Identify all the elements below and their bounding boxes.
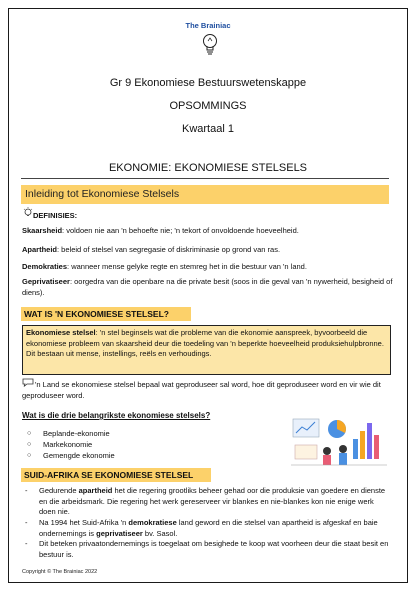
term-label: Kwartaal 1	[182, 123, 234, 135]
divider	[21, 178, 389, 179]
systems-question: Wat is die drie belangrikste ekonomiese stelsels?	[22, 411, 211, 420]
what-is-heading: WAT IS 'N EKONOMIESE STELSEL?	[21, 307, 191, 321]
definition-box: Ekonomiese stelsel: 'n stel beginsels wat die probleme van die ekonomie aanspreek, byvoorbeeld die ekonomiese probleem van skaarsheid deur die toedeling van 'n beperkte hoeveelheid produksiehulpbronne. Dit bestaan uit mense, instellings, reëls en verhoudings.	[22, 325, 391, 375]
south-africa-heading: SUID-AFRIKA SE EKONOMIESE STELSEL	[21, 468, 211, 482]
document-type: OPSOMMINGS	[169, 100, 247, 112]
definition-skaarsheid: Skaarsheid: voldoen nie aan 'n behoefte nie; 'n tekort of onvoldoende hoeveelheid.	[22, 226, 299, 235]
definition-geprivatiseer: Geprivatiseer: oorgedra van die openbare na die private besit (soos in die geval van 'n nywerheid, besigheid of diens).	[22, 277, 393, 297]
definition-demokraties: Demokraties: wanneer mense gelyke regte en stemreg het in die bestuur van 'n land.	[22, 262, 307, 271]
subject-title: Gr 9 Ekonomiese Bestuurswetenskappe	[109, 77, 307, 89]
definitions-label: DEFINISIES:	[33, 211, 78, 220]
intro-heading: Inleiding tot Ekonomiese Stelsels	[25, 188, 180, 200]
copyright: Copyright © The Brainiac 2022	[22, 569, 98, 575]
economic-system-note: 'n Land se ekonomiese stelsel bepaal wat geproduseer sal word, hoe dit geproduseer word en vir wie dit geproduseer word.	[22, 380, 381, 400]
topic-title: EKONOMIE: EKONOMIESE STELSELS	[108, 162, 308, 174]
business-charts-illustration	[291, 413, 387, 467]
lightbulb-icon	[202, 33, 218, 57]
document-page: The Brainiac Gr 9 Ekonomiese Bestuurswetenskappe OPSOMMINGS Kwartaal 1 EKONOMIE: EKONOMIESE STELSELS Inleiding tot Ekonomiese Stelsels DEFINISIES: Skaarsheid: voldoen nie aan 'n behoefte nie; 'n tekort of onvoldoende hoeveelheid. Apartheid: beleid of stelsel van segregasie of diskriminasie op grond van ras. Demokraties: wanneer mense gelyke regte en stemreg het in die bestuur van 'n land. Geprivatiseer: oorgedra van die openbare na die private besit (soos in die geval van 'n nywerheid, besigheid of diens). WAT IS 'N EKONOMIESE STELSEL? Ekonomiese stelsel: 'n stel beginsels wat die probleme van die ekonomie aanspreek, byvoorbeeld die ekonomiese probleem van skaarsheid deur die toedeling van 'n beperkte hoeveelheid produksiehulpbronne. Dit bestaan uit mense, instellings, reëls en verhoudings. 'n Land se ekonomiese stelsel bepaal wat geproduseer sal word, hoe dit geproduseer word en vir wie dit geproduseer word. Wat is die drie belangrikste ekonomiese stelsels? ○ Beplande-ekonomie ○ Markekonomie ○ Gemengde ekonomie SUID-AFRIKA SE EKONOMIESE STELSEL - Gedurende apartheid het die regering grootliks beheer gehad oor die produksie van goedere en dienste en die arbeidsmark. Die regering het werk gereserveer vir blankes en nie-blankes kon nie enige werk doen nie. - Na 1994 het Suid-Afrika 'n demokratiese land geword en die stelsel van apartheid is afgeskaf en baie ondernemings is geprivatiseer bv. Sasol. - Dit beteken privaatondernemings is toegelaat om besighede te koop wat voorheen deur die staat besit en bestuur is. Copyright © The Brainiac 2022	[8, 8, 408, 583]
brand-name: The Brainiac	[185, 21, 231, 30]
definition-apartheid: Apartheid: beleid of stelsel van segregasie of diskriminasie op grond van ras.	[22, 245, 281, 254]
definitions-lightbulb-icon	[23, 207, 33, 219]
intro-heading-band	[21, 185, 389, 204]
